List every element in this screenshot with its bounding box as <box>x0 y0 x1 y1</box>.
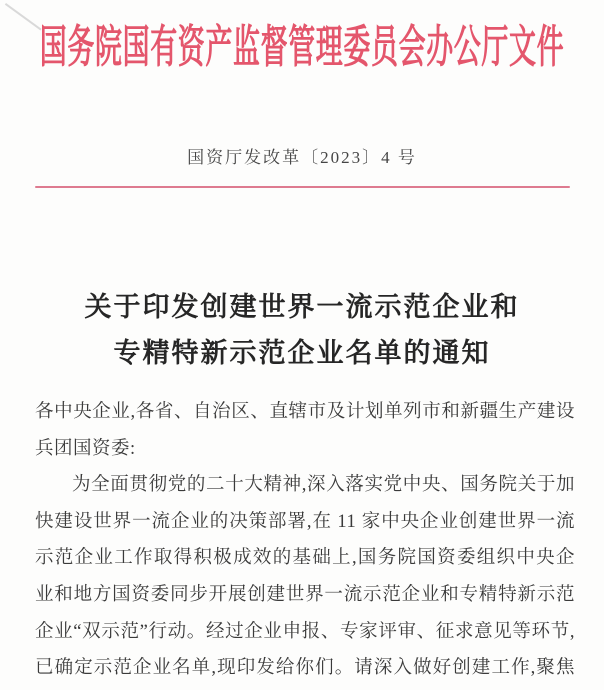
body-line-paragraph: 业和地方国资委同步开展创建世界一流示范企业和专精特新示范 <box>35 584 575 605</box>
document-title <box>0 284 604 376</box>
body-line-paragraph: 快建设世界一流企业的决策部署,在 11 家中央企业创建世界一流 <box>35 511 575 532</box>
body-line-paragraph: 为全面贯彻党的二十大精神,深入落实党中央、国务院关于加 <box>72 475 575 496</box>
body-line-addressee: 各中央企业,各省、自治区、直辖市及计划单列市和新疆生产建设 <box>35 402 575 422</box>
body-line-paragraph: 已确定示范企业名单,现印发给你们。请深入做好创建工作,聚焦 <box>35 658 575 679</box>
body-line-addressee-2: 兵团国资委: <box>35 438 136 459</box>
document-number: 国资厅发改革〔2023〕4 号 <box>187 148 417 167</box>
document-title-line1: 关于印发创建世界一流示范企业和 <box>84 292 520 322</box>
body-line-paragraph: 企业“双示范”行动。经过企业申报、专家评审、征求意见等环节, <box>35 621 575 642</box>
page-crease-mark <box>5 3 41 30</box>
body-line-paragraph: 示范企业工作取得积极成效的基础上,国务院国资委组织中央企 <box>35 548 575 569</box>
document-title-line2: 专精特新示范企业名单的通知 <box>113 338 491 368</box>
document-header <box>0 24 604 71</box>
header-divider-line <box>35 186 570 188</box>
document-header-title: 国务院国有资产监督管理委员会办公厅文件 <box>39 22 565 72</box>
document-body <box>35 394 575 687</box>
